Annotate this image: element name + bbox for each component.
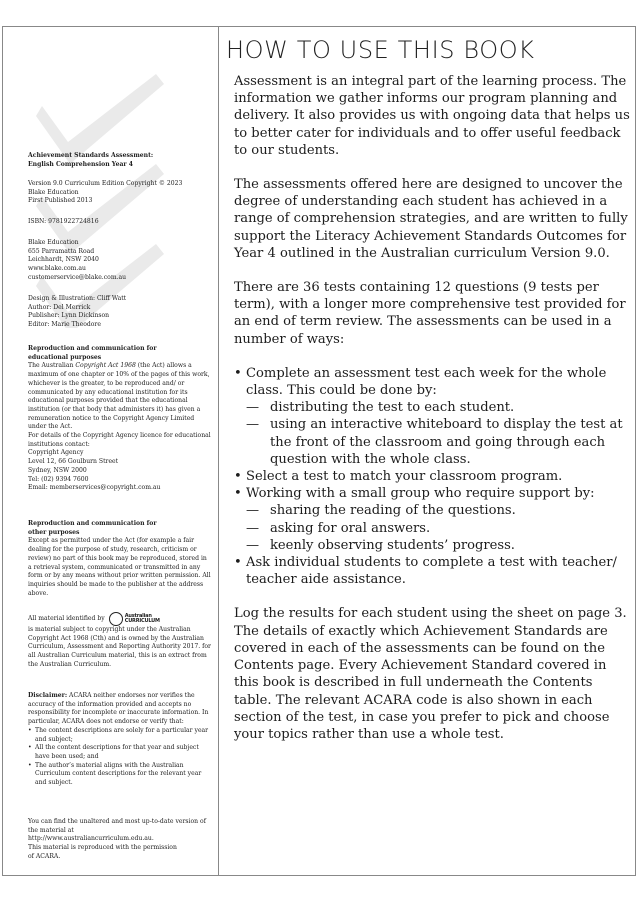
email-link[interactable]: customerservice@blake.com.au <box>28 273 127 281</box>
list-item: — sharing the reading of the questions. <box>234 502 632 519</box>
isbn-block <box>28 218 212 227</box>
first-published: First Published 2013 <box>28 197 93 205</box>
section-heading: educational purposes <box>28 353 102 361</box>
reproduction-text: The Australian Copyright Act 1968 (the Act) allows a maximum of one chapter or 10% of the pages of this work, whichever is the greater, to be reproduced and/ or communicated by any educational institution for its educational purposes provided that the educational institution (or that body that administers it) has given a remuneration notice to the Copyright Agency Limited under the Act. <box>28 362 210 431</box>
acara-logo-word: CURRICULUM <box>124 618 160 624</box>
cal-line: Tel: (02) 9394 7600 <box>28 475 89 483</box>
acara-text: is material subject to copyright under the Australian Copyright Act 1968 (Cth) and is owned by the Australian Curriculum, Assessment and Reporting Authority 2017. for all Australian Curriculum material, this is an extract from the Australian Curriculum. <box>28 626 211 668</box>
list-item: • Ask individual students to complete a test with teacher/ teacher aide assistance. <box>234 554 632 588</box>
source-url-link[interactable]: http://www.australiancurriculum.edu.au. <box>28 835 154 843</box>
intro-paragraph: There are 36 tests containing 12 questions (9 tests per term), with a longer more comprehensive test provided for an end of term review. The assessments can be used in a number of ways: <box>234 280 626 347</box>
acara-block <box>28 612 212 670</box>
acara-logo-icon <box>109 612 123 626</box>
list-item: — keenly observing students’ progress. <box>234 537 632 554</box>
cal-line: Copyright Agency <box>28 449 84 457</box>
cal-email[interactable]: Email: memberservices@copyright.com.au <box>28 484 161 492</box>
list-item: — asking for oral answers. <box>234 520 632 537</box>
source-block <box>28 818 212 862</box>
address-line: Leichhardt, NSW 2040 <box>28 256 99 264</box>
intro-paragraph: Assessment is an integral part of the learning process. The information we gather informs our program planning and delivery. It also provides us with ongoing data that helps us to better cater for individuals and to offer useful feedback to our students. <box>234 74 630 158</box>
acara-intro: All material identified by <box>28 614 105 622</box>
book-title-line-2: English Comprehension Year 4 <box>28 160 133 168</box>
permission-line: This material is reproduced with the permission <box>28 844 177 852</box>
page-title: HOW TO USE THIS BOOK <box>226 36 535 64</box>
credit-line: Publisher: Lynn Dickinson <box>28 312 110 320</box>
source-text: You can find the unaltered and most up-to-date version of the material at <box>28 818 206 834</box>
disclaimer-text: Disclaimer: ACARA neither endorses nor verifies the accuracy of the information provided and accepts no responsibility for incomplete or inaccurate information. In particular, ACARA does not endorse or verify that: <box>28 692 209 726</box>
other-reproduction-text: Except as permitted under the Act (for example a fair dealing for the purpose of study, research, criticism or review) no part of this book may be reproduced, stored in a retrieval system, communicated or transmitted in any form or by any means without prior written permission. All inquiries should be made to the publisher at the address above. <box>28 537 211 597</box>
list-item: — distributing the test to each student. <box>234 399 632 416</box>
disclaimer-list <box>28 727 212 788</box>
list-item: • The content descriptions are solely for a particular year and subject; <box>28 727 212 744</box>
website-link[interactable]: www.blake.com.au <box>28 265 86 273</box>
list-item: • Select a test to match your classroom program. <box>234 468 632 485</box>
credit-line: Author: Del Merrick <box>28 303 91 311</box>
cal-line: Sydney, NSW 2000 <box>28 466 87 474</box>
intro-paragraph: The assessments offered here are designed to uncover the degree of understanding each student has achieved in a range of comprehension strategies, and are written to fully support the Literacy Achievement Standards Outcomes for Year 4 outlined in the Australian curriculum Version 9.0. <box>234 177 628 261</box>
disclaimer-block <box>28 692 212 788</box>
address-block <box>28 239 212 283</box>
book-title-line-1: Achievement Standards Assessment: <box>28 152 154 159</box>
other-reproduction-block <box>28 520 212 598</box>
address-line: Blake Education <box>28 239 79 246</box>
edition-block <box>28 180 212 206</box>
acara-logo-word: Australian <box>124 612 152 619</box>
credit-line: Design & Illustration: Cliff Watt <box>28 295 127 302</box>
cal-intro: For details of the Copyright Agency licence for educational institutions contact: <box>28 432 211 448</box>
isbn: ISBN: 9781922724816 <box>28 218 99 225</box>
permission-line: of ACARA. <box>28 852 61 860</box>
list-item: • The author’s material aligns with the Australian Curriculum content descriptions for the relevant year and subject. <box>28 762 212 788</box>
list-item: • All the content descriptions for that year and subject have been used; and <box>28 744 212 761</box>
column-divider <box>218 26 219 876</box>
list-item: • Complete an assessment test each week for the whole class. This could be done by: <box>234 365 632 399</box>
credits-block <box>28 295 212 330</box>
publisher-name: Blake Education <box>28 188 79 196</box>
book-title-block <box>28 152 212 169</box>
address-line: 655 Parramatta Road <box>28 247 95 255</box>
main-content <box>234 73 632 760</box>
section-heading: other purposes <box>28 528 80 536</box>
educational-reproduction-block <box>28 345 212 493</box>
list-item: • Working with a small group who require support by: <box>234 485 632 502</box>
closing-paragraph: Log the results for each student using the sheet on page 3. The details of exactly which Achievement Standards are covered in each of the assessments can be found on the Contents page. Every Achievement Standard covered in this book is described in full underneath the Contents table. The relevant ACARA code is also shown in each section of the test, in case you prefer to pick and choose your topics rather than use a whole test. <box>234 606 627 742</box>
acara-logo-line <box>28 612 212 626</box>
list-item: — using an interactive whiteboard to display the test at the front of the classroom and going through each question with the whole class. <box>234 416 632 468</box>
edition-text: Version 9.0 Curriculum Edition Copyright © 2023 <box>28 180 183 187</box>
section-heading: Reproduction and communication for <box>28 345 157 352</box>
usage-list <box>234 365 632 589</box>
credit-line: Editor: Marie Theodore <box>28 321 101 329</box>
cal-line: Level 12, 66 Goulburn Street <box>28 458 119 466</box>
acara-logo <box>109 612 160 626</box>
imprint-column <box>28 0 212 876</box>
section-heading: Reproduction and communication for <box>28 520 157 527</box>
